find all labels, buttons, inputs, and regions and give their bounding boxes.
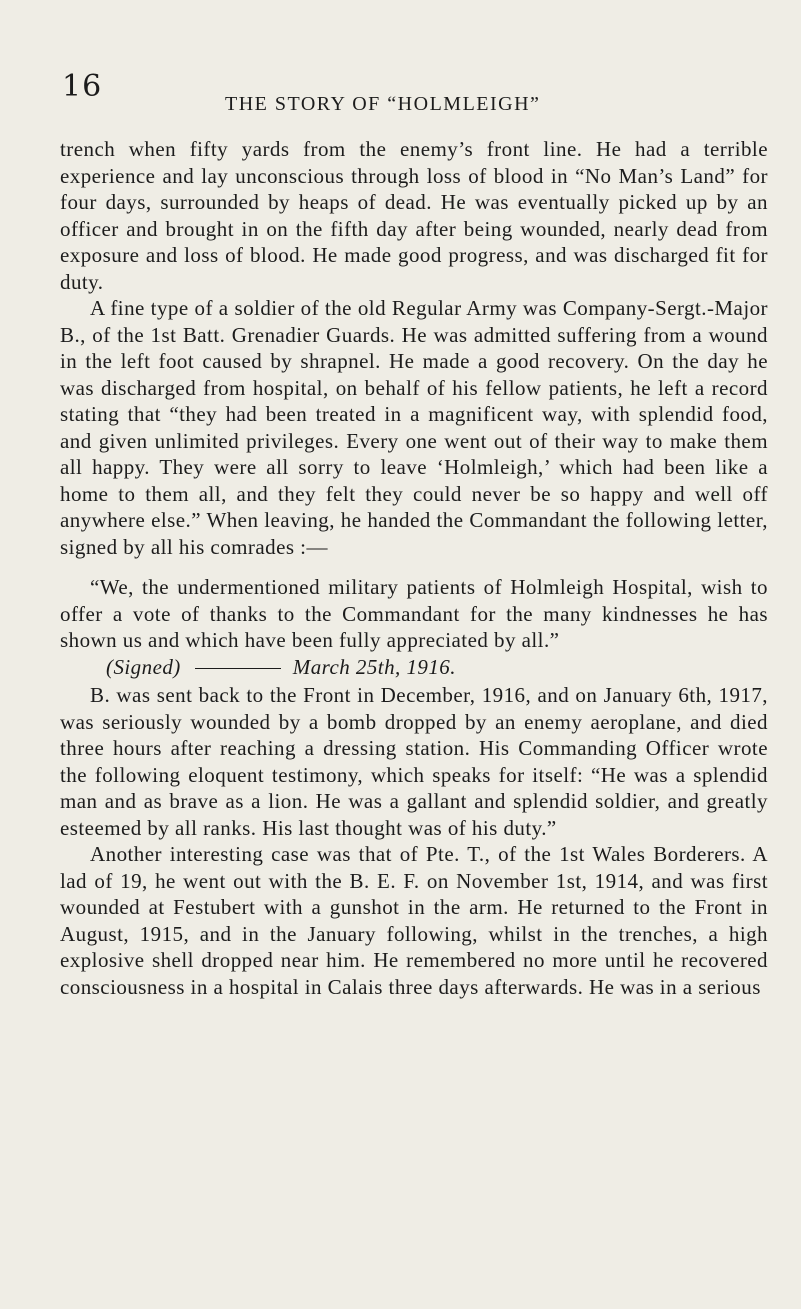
paragraph-1: trench when fifty yards from the enemy’s front line. He had a terrible experience and lay unconscious through loss of blood in “No Man’s Land” for four days, surrounded by heaps of dead. He was eventually picked up by an officer and brought in on the fifth day after being wounded, nearly dead from exposure and loss of blood. He made good progress, and was discharged fit for duty.	[60, 137, 768, 294]
paragraph-5: Another interesting case was that of Pte. T., of the 1st Wales Borderers. A lad of 19, he went out with the B. E. F. on November 1st, 1914, and was first wounded at Festubert with a gunshot in the arm. He returned to the Front in August, 1915, and in the January following, whilst in the trenches, a high explosive shell dropped near him. He remembered no more until he recovered consciousness in a hospital in Calais three days afterwards. He was in a serious	[60, 842, 768, 999]
signed-date: March 25th, 1916.	[292, 654, 456, 679]
paragraph-2: A fine type of a soldier of the old Regular Army was Company-Sergt.-Major B., of the 1st Batt. Grenadier Guards. He was admitted suffering from a wound in the left foot caused by shrapnel. He made a good recovery. On the day he was discharged from hospital, on behalf of his fellow patients, he left a record stating that “they had been treated in a magnificent way, with splendid food, and given unlimited privileges. Every one went out of their way to make them all happy. They were all sorry to leave ‘Holmleigh,’ which had been like a home to them all, and they felt they could never be so happy and well off anywhere else.” When leaving, he handed the Commandant the following letter, signed by all his comrades :—	[60, 296, 768, 559]
body-text	[60, 136, 768, 1000]
signature-line	[60, 654, 768, 681]
page-number: 16	[62, 69, 103, 104]
running-head: THE STORY OF “HOLMLEIGH”	[225, 93, 541, 115]
signature-rule	[195, 668, 281, 669]
paragraph-4: B. was sent back to the Front in December, 1916, and on January 6th, 1917, was seriously wounded by a bomb dropped by an enemy aeroplane, and died three hours after reaching a dressing station. His Commanding Officer wrote the following eloquent testimony, which speaks for itself: “He was a splendid man and as brave as a lion. He was a gallant and splendid soldier, and greatly esteemed by all ranks. His last thought was of his duty.”	[60, 683, 768, 840]
quoted-letter: “We, the undermentioned military patients of Holmleigh Hospital, wish to offer a vote of thanks to the Commandant for the many kindnesses he has shown us and which have been fully appreciated by all.”	[60, 575, 768, 652]
signed-label: (Signed)	[106, 654, 181, 679]
